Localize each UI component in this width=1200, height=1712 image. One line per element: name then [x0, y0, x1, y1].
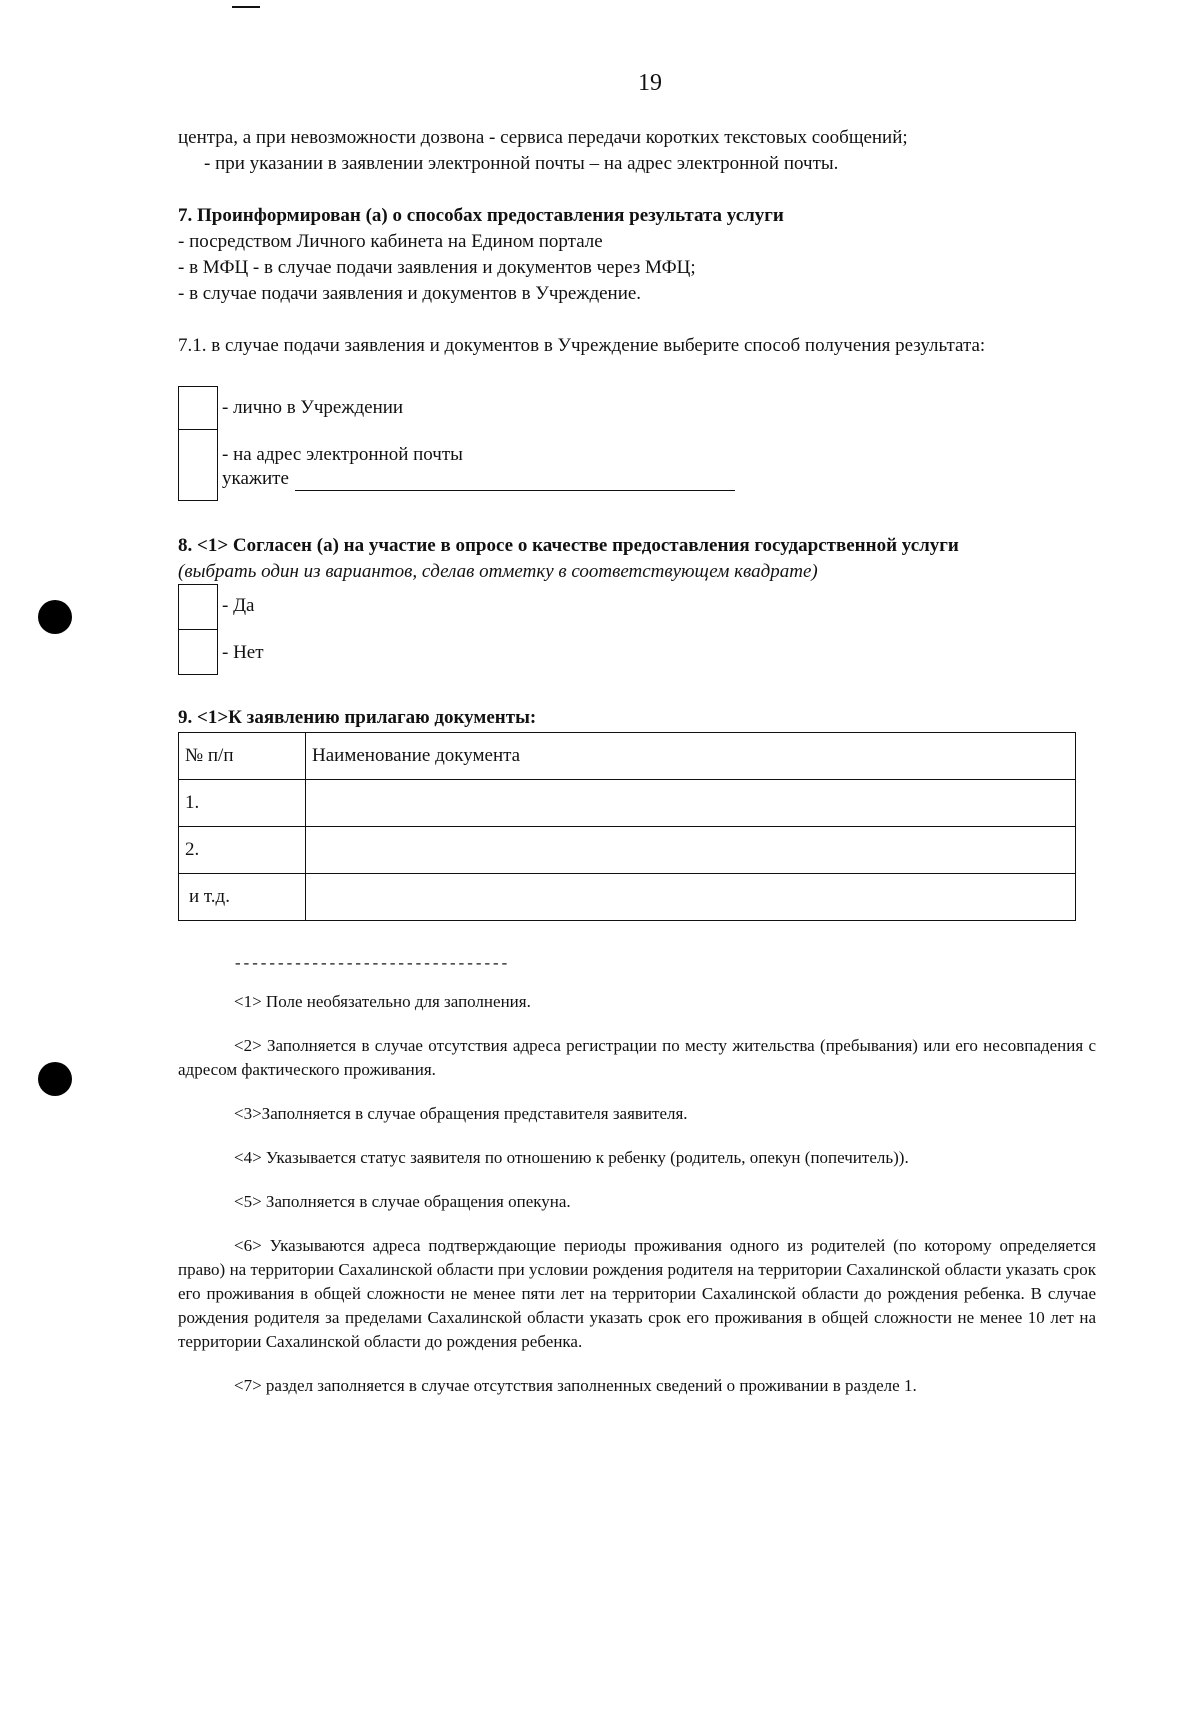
- email-specify-row: [222, 467, 735, 491]
- page-number: 19: [638, 70, 662, 96]
- row-number: 2.: [179, 827, 306, 874]
- documents-table: [178, 732, 1076, 921]
- section-7-item: - в МФЦ - в случае подачи заявления и документов через МФЦ;: [178, 257, 696, 278]
- option-no: [178, 629, 264, 675]
- column-header-number: № п/п: [179, 733, 306, 780]
- section-7-title: 7. Проинформирован (а) о способах предоставления результата услуги: [178, 205, 784, 226]
- document-name-cell[interactable]: [306, 827, 1076, 874]
- option-in-person: [178, 386, 735, 430]
- email-label: - на адрес электронной почты: [222, 443, 463, 465]
- survey-options: [178, 584, 264, 675]
- table-row: [179, 874, 1076, 921]
- footnote: <6> Указываются адреса подтверждающие периоды проживания одного из родителей (по которому определяется право) на территории Сахалинской области при условии рождения родителя на территории Сахалинской области указать срок его проживания в общей сложности не менее пяти лет на территории Сахалинской области до рождения ребенка. В случае рождения родителя за пределами Сахалинской области указать срок его проживания в общей сложности не менее 10 лет на территории Сахалинской области до рождения ребенка.: [178, 1236, 1096, 1351]
- footnote: <5> Заполняется в случае обращения опекуна.: [234, 1192, 571, 1211]
- no-checkbox[interactable]: [178, 629, 218, 675]
- section-7-item: - в случае подачи заявления и документов в Учреждение.: [178, 283, 642, 304]
- footnote: <7> раздел заполняется в случае отсутствия заполненных сведений о проживании в разделе 1.: [234, 1376, 917, 1395]
- yes-checkbox[interactable]: [178, 584, 218, 630]
- section-9: [178, 706, 1078, 921]
- section-8-hint: (выбрать один из вариантов, сделав отметку в соответствующем квадрате): [178, 561, 818, 582]
- section-8: [178, 533, 1098, 585]
- footnote: <1> Поле необязательно для заполнения.: [234, 992, 531, 1011]
- binder-hole: [38, 600, 72, 634]
- scan-mark: [232, 6, 260, 8]
- option-email: [178, 429, 735, 501]
- result-method-options: [178, 386, 735, 501]
- specify-label: укажите: [222, 467, 289, 489]
- yes-label: - Да: [222, 595, 255, 616]
- section-7-1-text: 7.1. в случае подачи заявления и документов в Учреждение выберите способ получения результата:: [178, 335, 986, 356]
- column-header-document: Наименование документа: [306, 733, 1076, 780]
- no-label: - Нет: [222, 641, 264, 663]
- intro-line: центра, а при невозможности дозвона - сервиса передачи коротких текстовых сообщений;: [178, 127, 908, 148]
- footnotes: [178, 990, 1096, 1418]
- section-8-title: 8. <1> Согласен (а) на участие в опросе о качестве предоставления государственной услуги: [178, 535, 959, 556]
- binder-hole: [38, 1062, 72, 1096]
- footnote: <4> Указывается статус заявителя по отношению к ребенку (родитель, опекун (попечитель)).: [234, 1148, 909, 1167]
- option-yes: [178, 584, 264, 630]
- section-7: [178, 203, 1098, 307]
- table-row: [179, 780, 1076, 827]
- row-number: и т.д.: [179, 874, 306, 921]
- in-person-label: - лично в Учреждении: [222, 397, 404, 418]
- row-number: 1.: [179, 780, 306, 827]
- footnote-separator: --------------------------------: [233, 955, 509, 973]
- intro-text: [178, 125, 1098, 177]
- document-name-cell[interactable]: [306, 780, 1076, 827]
- table-header-row: [179, 733, 1076, 780]
- section-7-item: - посредством Личного кабинета на Едином портале: [178, 231, 603, 252]
- section-7-1: [178, 333, 1098, 359]
- footnote: <3>Заполняется в случае обращения представителя заявителя.: [234, 1104, 688, 1123]
- email-input-line[interactable]: [295, 472, 735, 491]
- in-person-checkbox[interactable]: [178, 386, 218, 430]
- intro-line: - при указании в заявлении электронной почты – на адрес электронной почты.: [204, 153, 839, 174]
- email-checkbox[interactable]: [178, 429, 218, 501]
- section-9-title: 9. <1>К заявлению прилагаю документы:: [178, 707, 537, 728]
- table-row: [179, 827, 1076, 874]
- document-name-cell[interactable]: [306, 874, 1076, 921]
- footnote: <2> Заполняется в случае отсутствия адреса регистрации по месту жительства (пребывания) или его несовпадения с адресом фактического проживания.: [178, 1036, 1096, 1079]
